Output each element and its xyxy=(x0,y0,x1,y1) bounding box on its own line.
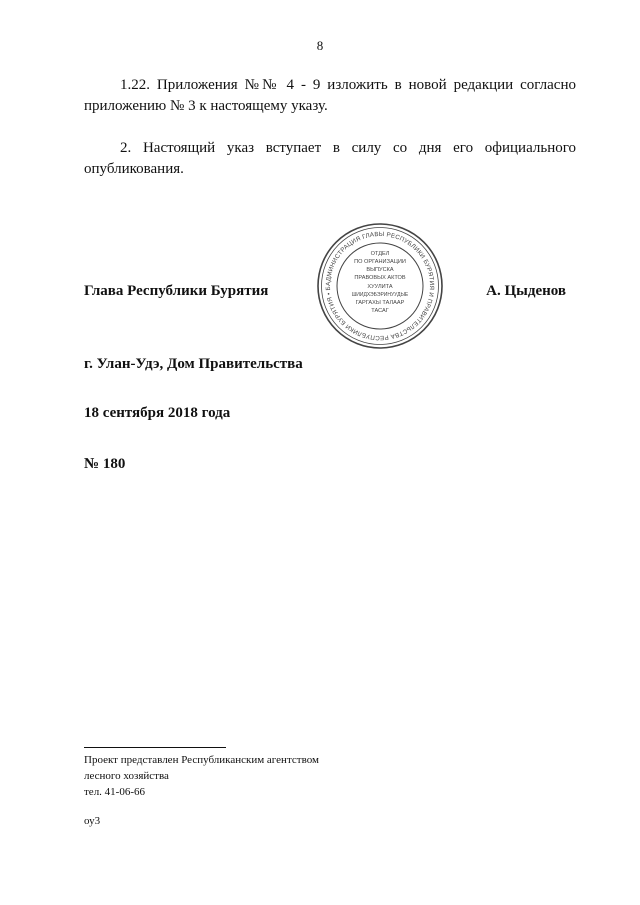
seal-icon xyxy=(316,222,444,350)
seal-line: ПРАВОВЫХ АКТОВ xyxy=(354,275,406,281)
footnote xyxy=(84,752,444,800)
seal-line: ШИИДХЭБЭРИНУУДЫЕ xyxy=(351,292,409,298)
author-code: оу3 xyxy=(84,815,101,827)
seal-line: ТАСАГ xyxy=(371,308,389,314)
footnote-line: тел. 41-06-66 xyxy=(84,786,146,798)
signing-place: г. Улан-Удэ, Дом Правительства xyxy=(84,356,303,372)
footnote-line: Проект представлен Республиканским агентством xyxy=(84,754,319,766)
seal-outer-text: АДМИНИСТРАЦИЯ ГЛАВЫ РЕСПУБЛИКИ БУРЯТИЯ И ПРАВИТЕЛЬСТВА РЕСПУБЛИКИ БУРЯТИЯ • Б xyxy=(324,230,436,342)
seal-line: ПО ОРГАНИЗАЦИИ xyxy=(354,259,406,265)
svg-text:АДМИНИСТРАЦИЯ ГЛАВЫ РЕСПУБЛИКИ xyxy=(316,222,435,341)
official-seal-stamp xyxy=(316,222,444,350)
signing-date: 18 сентября 2018 года xyxy=(84,405,231,421)
seal-line: ОТДЕЛ xyxy=(370,251,390,257)
paragraph-2: 2. Настоящий указ вступает в силу со дня его официального опубликования. xyxy=(84,140,576,177)
decree-number: № 180 xyxy=(84,456,126,472)
seal-line: ВЫПУСКА xyxy=(366,267,394,273)
seal-line: ХУУЛИТА xyxy=(367,284,393,290)
seal-line: ГАРГАХЫ ТАЛААР xyxy=(355,300,405,306)
signatory-name: А. Цыденов xyxy=(486,283,566,299)
page-number: 8 xyxy=(316,38,324,53)
footnote-line: лесного хозяйства xyxy=(84,770,169,782)
paragraph-1-22: 1.22. Приложения №№ 4 - 9 изложить в новой редакции согласно приложению № 3 к настоящему указу. xyxy=(84,77,576,114)
footnote-divider xyxy=(84,747,226,748)
signatory-title: Глава Республики Бурятия xyxy=(84,283,269,299)
